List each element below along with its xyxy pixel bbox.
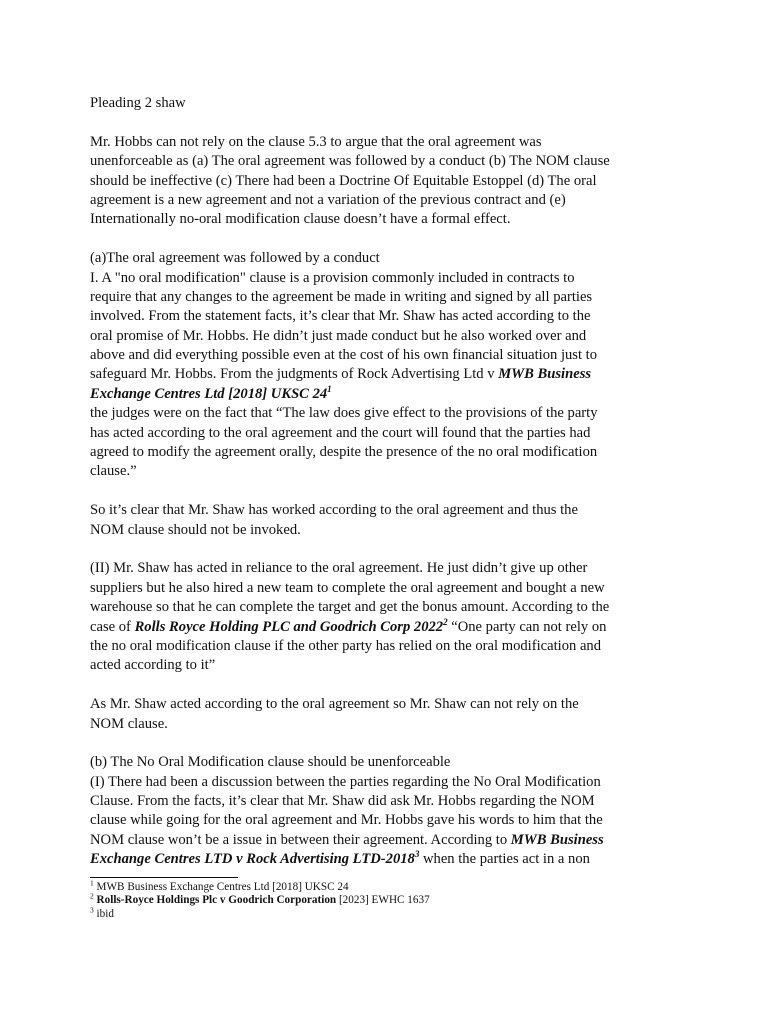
text-line: Mr. Hobbs can not rely on the clause 5.3 to argue that the oral agreement was — [90, 133, 542, 150]
footnote-text: [2023] EWHC 1637 — [336, 894, 430, 907]
text-line: agreement is a new agreement and not a variation of the previous contract and (e) — [90, 191, 566, 208]
footnote-case-name: Rolls-Royce Holdings Plc v Goodrich Corporation — [93, 894, 337, 907]
text-fragment: NOM clause won’t be a issue in between their agreement. According to — [90, 831, 511, 848]
text-line: NOM clause should not be invoked. — [90, 521, 301, 538]
text-line — [90, 365, 674, 384]
case-citation: Rolls Royce Holding PLC and Goodrich Corp 2022 — [134, 618, 444, 635]
footnote-ref[interactable]: 2 — [443, 616, 448, 627]
footnote-number: 1 — [90, 878, 94, 888]
footnote-divider — [90, 877, 238, 878]
footnote-ref[interactable]: 1 — [327, 384, 332, 394]
section-b — [90, 753, 674, 869]
footnote-number: 2 — [90, 891, 94, 901]
text-line: has acted according to the oral agreement and the court will found that the parties had — [90, 424, 591, 441]
text-line: Clause. From the facts, it’s clear that Mr. Shaw did ask Mr. Hobbs regarding the NOM — [90, 793, 595, 810]
text-line — [90, 618, 674, 637]
text-line: As Mr. Shaw acted according to the oral agreement so Mr. Shaw can not rely on the — [90, 696, 579, 713]
footnote-ref[interactable]: 3 — [414, 849, 420, 860]
text-fragment: when the parties act in a non — [419, 851, 590, 868]
text-line: the no oral modification clause if the other party has relied on the oral modification and — [90, 637, 602, 654]
text-line: warehouse so that he can complete the target and get the bonus amount. According to the — [90, 599, 610, 616]
text-line: Internationally no-oral modification clause doesn’t have a formal effect. — [90, 211, 511, 228]
text-line — [90, 850, 674, 869]
text-line — [90, 831, 674, 850]
footnotes — [90, 878, 690, 921]
text-line: the judges were on the fact that “The law does give effect to the provisions of the party — [90, 405, 598, 422]
text-fragment: “One party can not rely on — [447, 618, 607, 635]
text-line: I. A "no oral modification" clause is a provision commonly included in contracts to — [90, 269, 575, 286]
text-fragment: case of — [90, 618, 135, 635]
text-line: above and did everything possible even at the cost of his own financial situation just to — [90, 347, 598, 364]
text-fragment: safeguard Mr. Hobbs. From the judgments of Rock Advertising Ltd v — [90, 366, 499, 383]
text-line: (I) There had been a discussion between the parties regarding the No Oral Modification — [90, 773, 601, 790]
text-line: agreed to modify the agreement orally, despite the presence of the no oral modification — [90, 444, 598, 461]
footnote-item — [90, 891, 690, 907]
text-line: require that any changes to the agreement be made in writing and signed by all parties — [90, 288, 593, 305]
case-citation: Exchange Centres LTD v Rock Advertising LTD-2018 — [90, 851, 415, 868]
text-line: clause while going for the oral agreement and Mr. Hobbs gave his words to him that the — [90, 812, 603, 829]
text-line: NOM clause. — [90, 715, 168, 732]
text-line: involved. From the statement facts, it’s clear that Mr. Shaw has acted according to the — [90, 308, 591, 325]
text-line: oral promise of Mr. Hobbs. He didn’t just made conduct but he also worked over and — [90, 327, 587, 344]
text-line — [90, 385, 674, 404]
section-a — [90, 249, 674, 734]
section-a-heading: (a)The oral agreement was followed by a conduct — [90, 250, 380, 267]
case-citation: MWB Business — [510, 831, 604, 848]
footnote-text: ibid — [93, 907, 114, 920]
case-citation: Exchange Centres Ltd [2018] UKSC 24 — [90, 385, 328, 402]
document-title: Pleading 2 shaw — [90, 95, 186, 111]
text-line: acted according to it” — [90, 657, 216, 674]
footnote-text: MWB Business Exchange Centres Ltd [2018] UKSC 24 — [93, 881, 349, 893]
intro-paragraph — [90, 133, 674, 230]
text-line: So it’s clear that Mr. Shaw has worked according to the oral agreement and thus the — [90, 502, 578, 519]
section-b-heading: (b) The No Oral Modification clause should be unenforceable — [90, 754, 451, 771]
footnote-item — [90, 878, 690, 894]
text-line: suppliers but he also hired a new team to complete the oral agreement and bought a new — [90, 579, 605, 596]
text-line: should be ineffective (c) There had been a Doctrine Of Equitable Estoppel (d) The oral — [90, 172, 597, 189]
text-line: unenforceable as (a) The oral agreement was followed by a conduct (b) The NOM clause — [90, 153, 610, 170]
case-citation: MWB Business — [498, 366, 592, 383]
text-line: (II) Mr. Shaw has acted in reliance to the oral agreement. He just didn’t give up other — [90, 560, 588, 577]
document-body — [90, 94, 674, 870]
text-line: clause.” — [90, 463, 137, 480]
footnote-item — [90, 905, 690, 921]
footnote-number: 3 — [90, 905, 94, 915]
